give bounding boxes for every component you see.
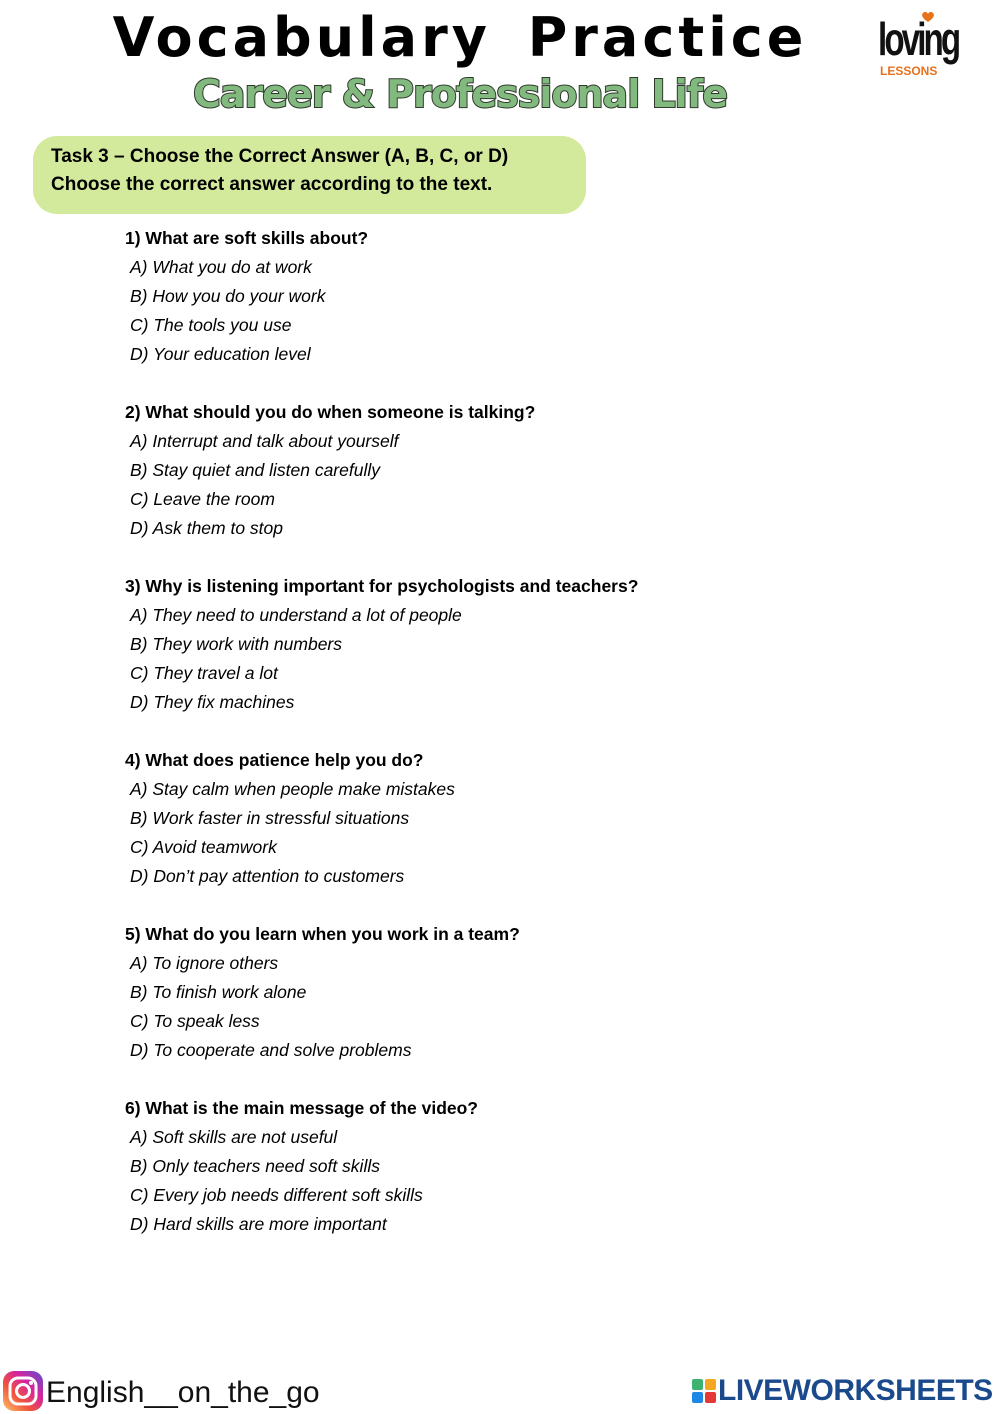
instagram-handle[interactable]: English__on_the_go (46, 1376, 320, 1409)
answer-option-a[interactable]: A) To ignore others (130, 953, 279, 973)
answer-option-c[interactable]: C) They travel a lot (130, 663, 278, 683)
answer-option-b[interactable]: B) They work with numbers (130, 634, 343, 654)
answer-option-c[interactable]: C) Leave the room (130, 489, 275, 509)
instagram-icon[interactable] (2, 1370, 44, 1412)
liveworksheets-logo-icon (692, 1379, 716, 1403)
question-block (125, 1095, 638, 1269)
liveworksheets-brand-text[interactable]: LIVEWORKSHEETS (718, 1374, 993, 1407)
question-text: 3) Why is listening important for psychologists and teachers? (125, 576, 639, 596)
loving-lessons-logo (878, 8, 978, 80)
answer-option-d[interactable]: D) Hard skills are more important (130, 1214, 387, 1234)
answer-option-c[interactable]: C) Every job needs different soft skills (130, 1185, 423, 1205)
answer-option-b[interactable]: B) Only teachers need soft skills (130, 1156, 380, 1176)
task-instruction: Choose the correct answer according to the text. (51, 174, 493, 195)
answer-option-d[interactable]: D) Your education level (130, 344, 311, 364)
page-title: Vocabulary Practice (112, 6, 808, 69)
page-subtitle: Career & Professional Life (192, 72, 728, 116)
question-text: 4) What does patience help you do? (125, 750, 424, 770)
question-text: 2) What should you do when someone is talking? (125, 402, 536, 422)
answer-option-b[interactable]: B) How you do your work (130, 286, 326, 306)
question-block (125, 747, 638, 921)
answer-option-a[interactable]: A) They need to understand a lot of people (130, 605, 462, 625)
question-block (125, 921, 638, 1095)
answer-option-c[interactable]: C) To speak less (130, 1011, 260, 1031)
answer-option-c[interactable]: C) The tools you use (130, 315, 292, 335)
answer-option-d[interactable]: D) Ask them to stop (130, 518, 284, 538)
answer-option-a[interactable]: A) What you do at work (130, 257, 312, 277)
answer-option-d[interactable]: D) They fix machines (130, 692, 295, 712)
answer-option-b[interactable]: B) To finish work alone (130, 982, 307, 1002)
question-text: 5) What do you learn when you work in a team? (125, 924, 520, 944)
question-block (125, 573, 638, 747)
question-list (125, 225, 638, 1269)
answer-option-d[interactable]: D) To cooperate and solve problems (130, 1040, 412, 1060)
logo-subtext: LESSONS (880, 64, 938, 78)
question-block (125, 225, 638, 399)
answer-option-a[interactable]: A) Interrupt and talk about yourself (130, 431, 399, 451)
question-text: 1) What are soft skills about? (125, 228, 369, 248)
task-heading: Task 3 – Choose the Correct Answer (A, B, C, or D) (51, 146, 509, 167)
answer-option-a[interactable]: A) Stay calm when people make mistakes (130, 779, 455, 799)
question-text: 6) What is the main message of the video? (125, 1098, 478, 1118)
answer-option-b[interactable]: B) Stay quiet and listen carefully (130, 460, 380, 480)
question-block (125, 399, 638, 573)
task-instructions-box (33, 136, 586, 214)
answer-option-d[interactable]: D) Don’t pay attention to customers (130, 866, 405, 886)
logo-word: loving (878, 13, 959, 65)
answer-option-a[interactable]: A) Soft skills are not useful (130, 1127, 338, 1147)
answer-option-c[interactable]: C) Avoid teamwork (130, 837, 277, 857)
answer-option-b[interactable]: B) Work faster in stressful situations (130, 808, 410, 828)
